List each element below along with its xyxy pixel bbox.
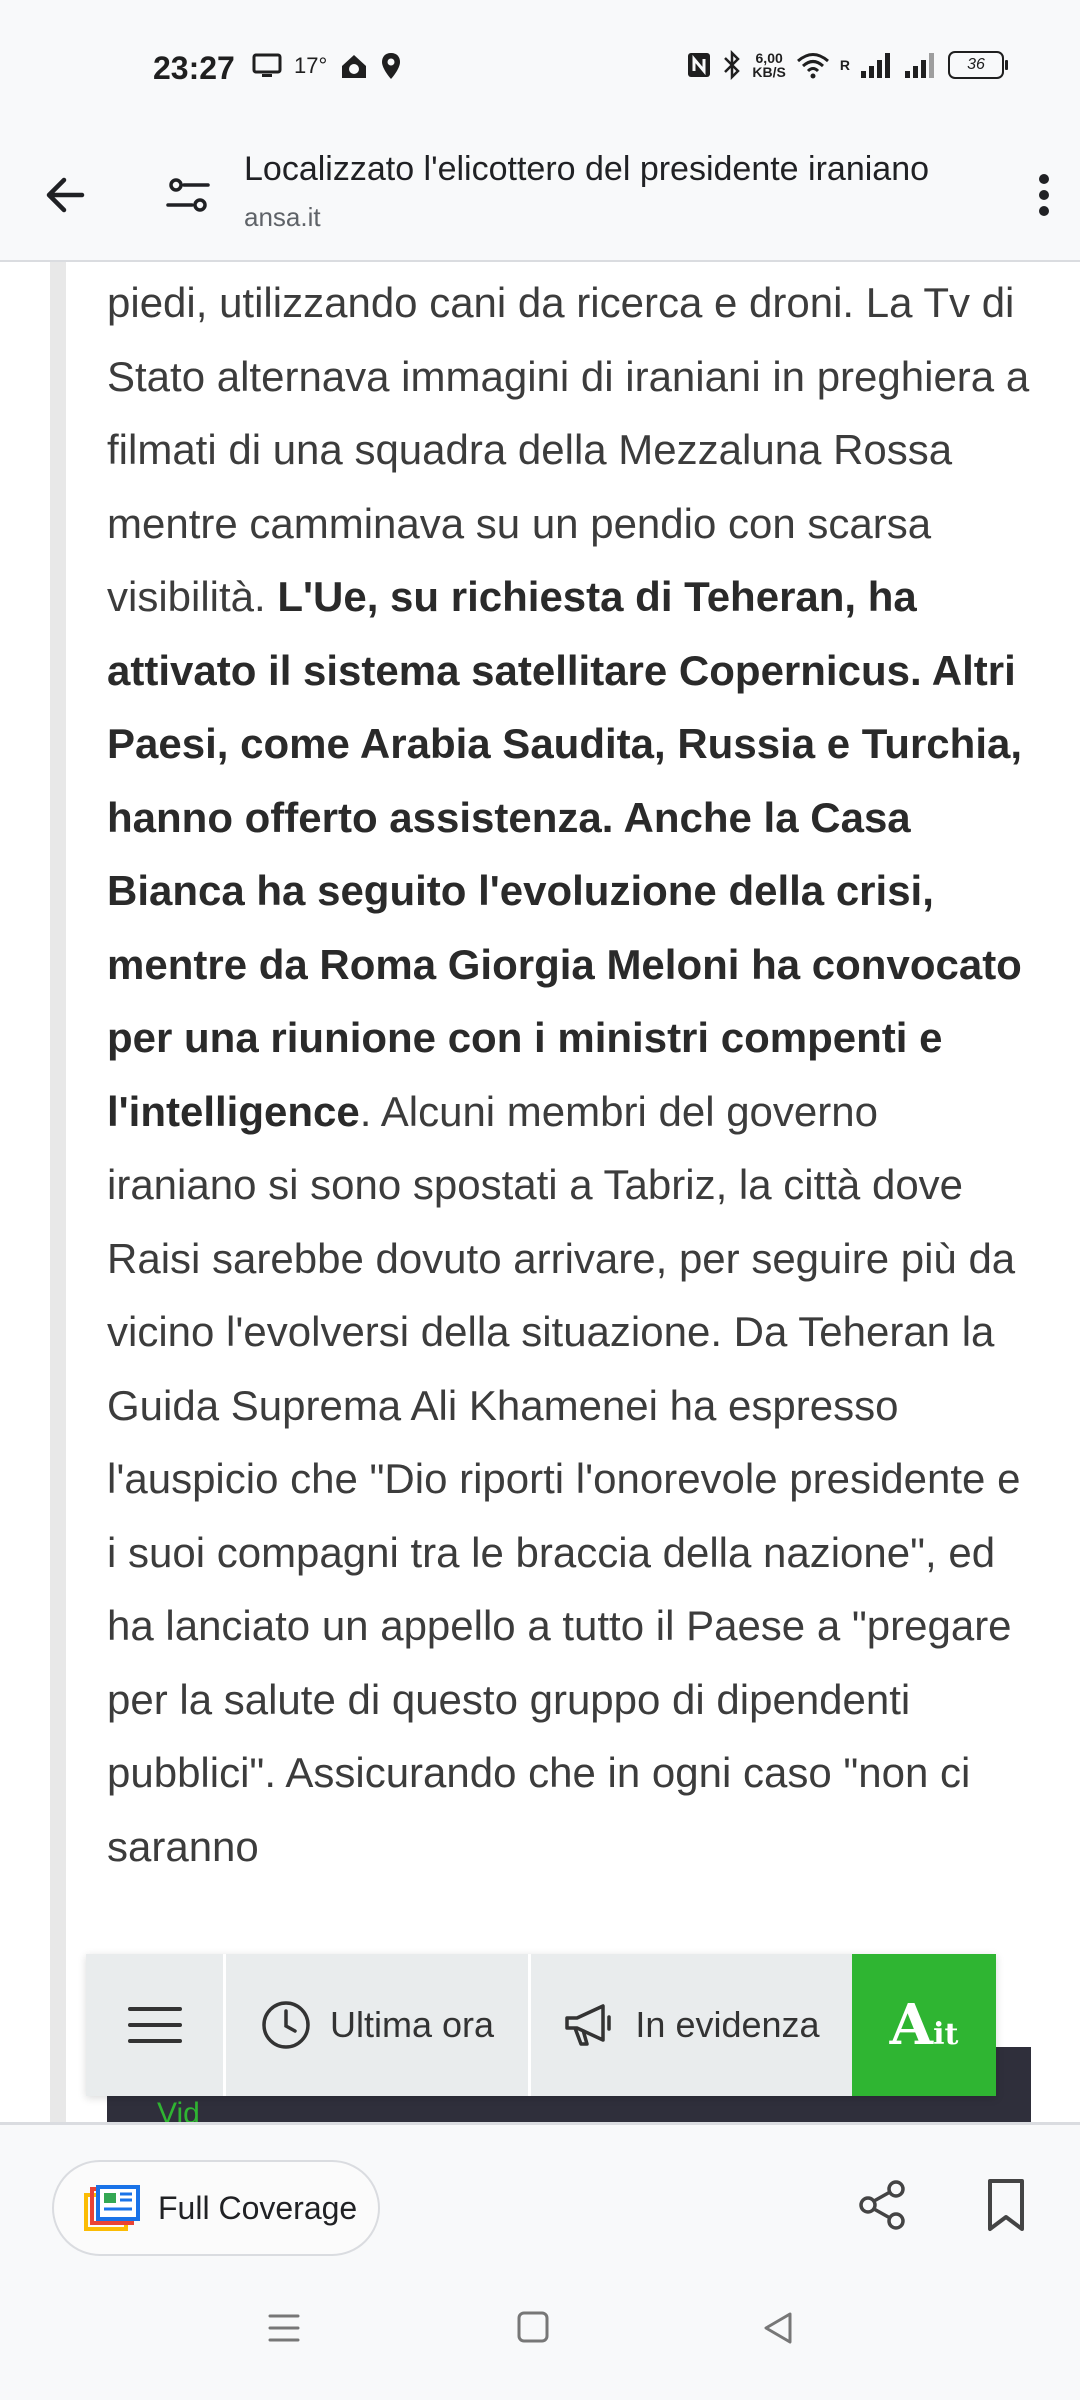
location-icon	[381, 52, 401, 80]
article-text-regular-1: piedi, utilizzando cani da ricerca e droni. La Tv di Stato alternava immagini di iraniani in preghiera a filmati di una squadra della Mezzaluna Rossa mentre camminava su un pendio con scarsa visibilità.	[107, 279, 1030, 620]
article-text-regular-2: . Alcuni membri del governo iraniano si sono spostati a Tabriz, la città dove Raisi sarebbe dovuto arrivare, per seguire più da vicino l'evolversi della situazione. Da Teheran la Guida Suprema Ali Khamenei ha espresso l'auspicio che "Dio riporti l'onorevole presidente e i suoi compagni tra le braccia della nazione", ed ha lanciato un appello a tutto il Paese a "pregare per la salute di questo gruppo di dipendenti pubblici". Assicurando che in ogni caso "non ci saranno	[107, 1087, 1021, 1870]
article-content	[0, 262, 1080, 2122]
more-options-icon[interactable]	[1022, 165, 1066, 225]
status-right-icons	[686, 50, 1004, 80]
bottom-action-bar	[0, 2122, 1080, 2285]
roaming-indicator: R	[839, 57, 850, 73]
nfc-icon	[686, 51, 712, 79]
page-domain: ansa.it	[244, 202, 321, 232]
weather-app-icon	[339, 52, 369, 80]
article-paragraph	[107, 266, 1037, 1883]
full-coverage-icon	[84, 2185, 140, 2231]
full-coverage-button[interactable]	[52, 2160, 380, 2256]
status-temperature: 17°	[294, 53, 328, 78]
hamburger-menu-icon	[126, 2003, 184, 2047]
clock-icon	[260, 1999, 312, 2051]
top-app-bar	[0, 130, 1080, 262]
article-left-border	[50, 262, 66, 2122]
signal-sim2-icon	[904, 51, 938, 79]
ansa-logo: Ait	[889, 1992, 959, 2058]
bluetooth-icon	[722, 50, 742, 80]
site-nav-strip	[86, 1954, 996, 2096]
status-bar	[0, 0, 1080, 130]
home-icon[interactable]	[516, 2310, 550, 2344]
in-evidenza-label: In evidenza	[635, 2004, 820, 2045]
status-left-icons	[252, 52, 401, 80]
page-settings-icon[interactable]	[158, 165, 218, 225]
ansa-logo-button[interactable]	[852, 1954, 996, 2096]
bookmark-icon[interactable]	[982, 2177, 1030, 2233]
screen-cast-icon	[252, 53, 282, 79]
page-title: Localizzato l'elicottero del presidente iraniano	[244, 150, 930, 188]
ultima-ora-label: Ultima ora	[329, 2004, 495, 2045]
article-text-bold: L'Ue, su richiesta di Teheran, ha attivato il sistema satellitare Copernicus. Altri Paesi, come Arabia Saudita, Russia e Turchia, hanno offerto assistenza. Anche la Casa Bianca ha seguito l'evoluzione della crisi, mentre da Roma Giorgia Meloni ha convocato per una riunione con i ministri compenti e l'intelligence	[107, 573, 1023, 1135]
battery-indicator: 36	[948, 51, 1004, 79]
site-menu-button[interactable]	[86, 1954, 226, 2096]
recent-apps-icon[interactable]	[266, 2310, 302, 2346]
status-time: 23:27	[153, 50, 235, 86]
system-back-icon[interactable]	[760, 2310, 796, 2346]
ultima-ora-button[interactable]	[226, 1954, 531, 2096]
full-coverage-label: Full Coverage	[158, 2189, 358, 2226]
signal-sim1-icon	[860, 51, 894, 79]
video-section-label: Vid	[157, 2097, 200, 2122]
in-evidenza-button[interactable]	[531, 1954, 852, 2096]
back-arrow-icon[interactable]	[36, 165, 96, 225]
share-icon[interactable]	[854, 2177, 910, 2233]
megaphone-icon	[563, 2000, 617, 2050]
system-nav-bar	[0, 2282, 1080, 2400]
network-speed: 6,00 KB/S	[752, 50, 786, 80]
wifi-icon	[796, 51, 830, 79]
